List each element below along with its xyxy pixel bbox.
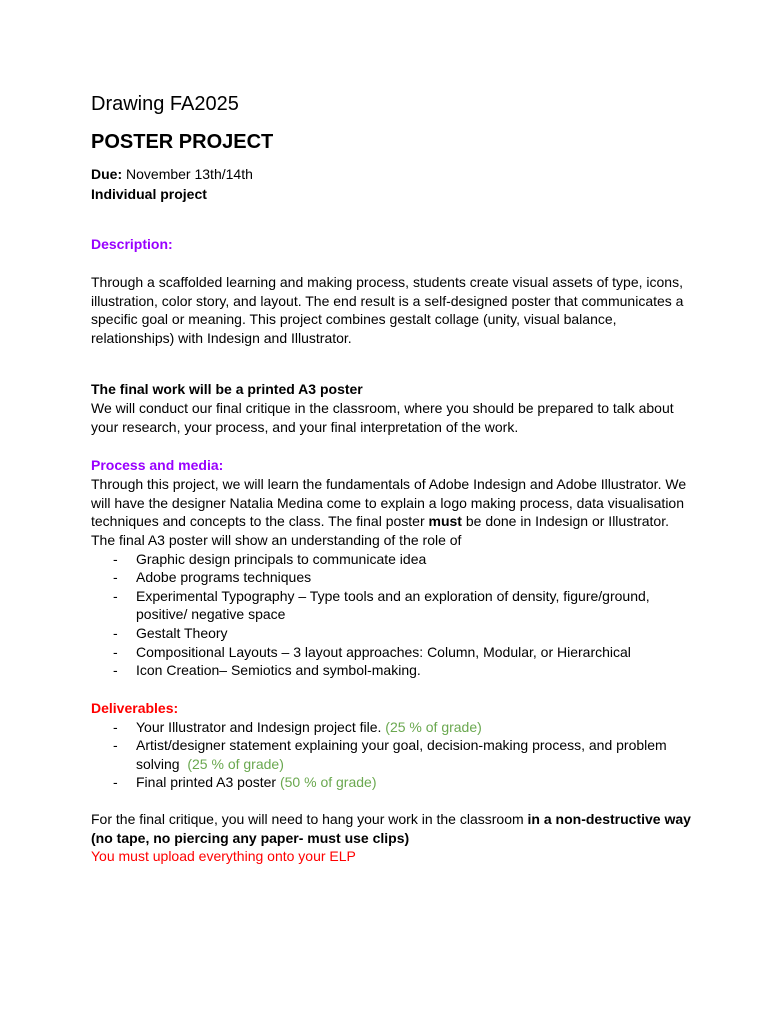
document-title: Drawing FA2025 (91, 93, 239, 115)
due-value: November 13th/14th (122, 166, 253, 182)
process-body-start: Through this project, we will learn the fundamentals of Adobe Indesign and Adobe Illustrator. We will have the designer Natalia Medina come to explain a logo making process, data visualisation techniques and concepts to the class. The final poster (91, 476, 687, 530)
deliverable-text: Your Illustrator and Indesign project file. (136, 718, 386, 735)
critique-body (91, 810, 691, 847)
process-body-end: be done in Indesign or Illustrator. (461, 513, 669, 530)
list-item (91, 624, 691, 643)
final-work-heading: The final work will be a printed A3 poster (91, 381, 363, 398)
document-content (91, 90, 691, 866)
upload-notice: You must upload everything onto your ELP (91, 848, 356, 865)
critique-body-bold: in a non-destructive way (no tape, no piercing any paper- must use clips) (91, 811, 691, 846)
deliverable-text: Final printed A3 poster (136, 774, 280, 791)
process-body (91, 475, 691, 531)
list-item (91, 736, 691, 773)
description-body: Through a scaffolded learning and making process, students create visual assets of type, icons, illustration, color story, and layout. The end result is a self-designed poster that communicates a specific goal or meaning. This project combines gestalt collage (unity, visual balance, relationships) with Indesign and Illustrator. (91, 274, 684, 346)
critique-body-start: For the final critique, you will need to hang your work in the classroom (91, 811, 528, 828)
list-item-text: Icon Creation– Semiotics and symbol-making. (136, 662, 421, 679)
list-item (91, 587, 691, 624)
list-marker: - (113, 587, 118, 604)
list-marker: - (113, 624, 118, 641)
list-item-text: Experimental Typography – Type tools and an exploration of density, figure/ground, positive/ negative space (136, 587, 650, 623)
grade-weight: (25 % of grade) (187, 755, 284, 772)
project-title: POSTER PROJECT (91, 131, 274, 153)
list-marker: - (113, 718, 118, 735)
deliverables-heading: Deliverables: (91, 699, 179, 716)
list-item-text: Compositional Layouts – 3 layout approaches: Column, Modular, or Hierarchical (136, 643, 631, 660)
process-heading: Process and media: (91, 457, 224, 474)
individual-project-label: Individual project (91, 186, 207, 202)
list-marker: - (113, 737, 118, 754)
process-list-intro: The final A3 poster will show an understanding of the role of (91, 531, 462, 548)
process-body-bold: must (428, 513, 462, 530)
list-item (91, 773, 691, 792)
deliverables-list (91, 718, 691, 792)
list-item-text: Graphic design principals to communicate idea (136, 550, 427, 567)
description-heading: Description: (91, 236, 173, 252)
list-item-text: Gestalt Theory (136, 624, 228, 641)
deliverable-text: Artist/designer statement explaining your goal, decision-making process, and problem solving (136, 737, 671, 772)
list-marker: - (113, 569, 118, 586)
grade-weight: (25 % of grade) (385, 718, 482, 735)
list-item (91, 718, 691, 737)
list-marker: - (113, 774, 118, 791)
list-marker: - (113, 550, 118, 567)
process-list (91, 550, 691, 680)
due-label: Due: (91, 166, 123, 182)
list-marker: - (113, 643, 118, 660)
list-marker: - (113, 662, 118, 679)
final-work-body: We will conduct our final critique in the classroom, where you should be prepared to talk about your research, your process, and your final interpretation of the work. (91, 399, 674, 435)
list-item (91, 643, 691, 662)
list-item-text: Adobe programs techniques (136, 569, 312, 586)
list-item (91, 550, 691, 569)
list-item (91, 661, 691, 680)
grade-weight: (50 % of grade) (279, 774, 377, 791)
due-line (91, 164, 691, 184)
list-item (91, 568, 691, 587)
